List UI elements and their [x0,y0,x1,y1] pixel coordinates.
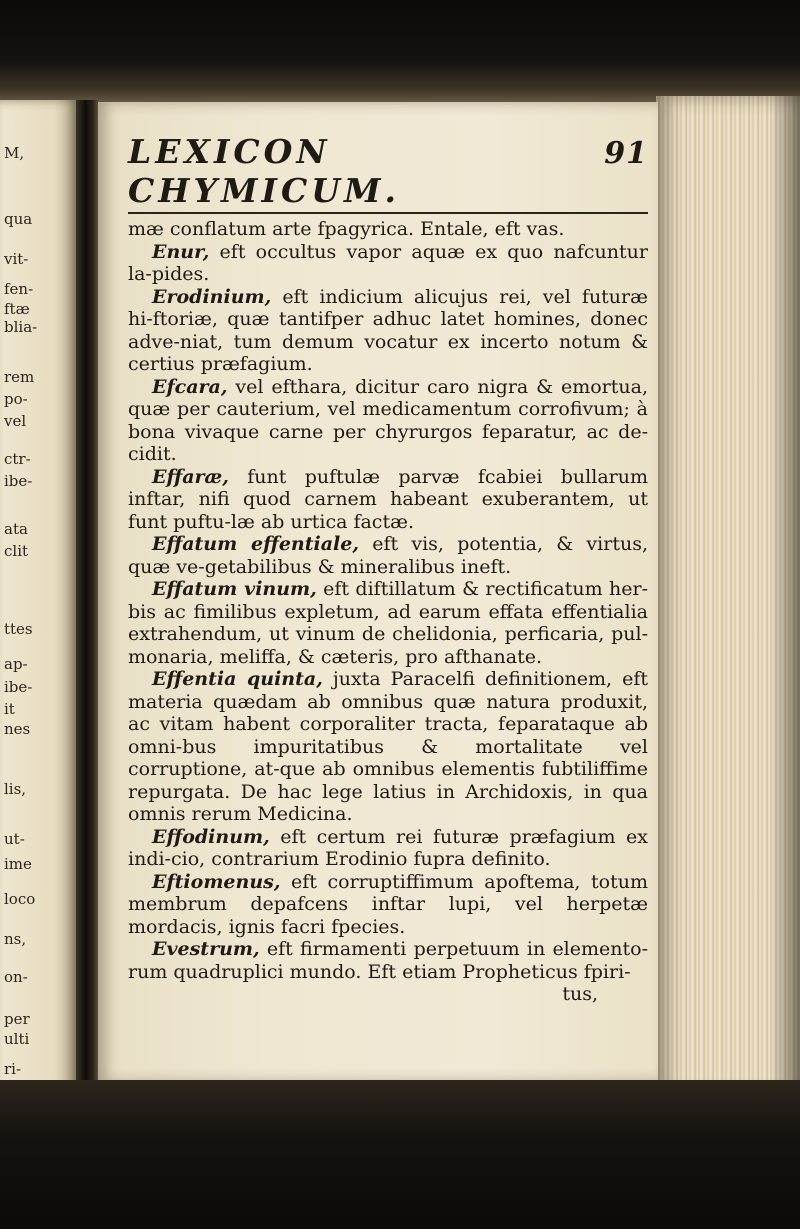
entry-text: eft occultus vapor aquæ ex quo nafcuntur la-pides. [128,240,648,285]
entry-text: eft corruptiffimum apoftema, totum membrum depafcens inftar lupi, vel herpetæ mordacis, ignis facri fpecies. [128,870,648,938]
dictionary-entry [128,533,648,578]
margin-fragment: qua [4,210,33,228]
margin-fragment: rem [4,368,35,386]
margin-fragment: ime [4,855,32,873]
margin-fragment: it [4,700,15,718]
entry-text: eft firmamenti perpetuum in elemento-rum quadruplici mundo. Eft etiam Propheticus fpiri- [128,938,648,983]
dictionary-entry [128,241,648,286]
margin-fragment: ibe- [4,678,33,696]
entry-headword: Effatum effentiale, [152,533,359,555]
margin-fragment: per [4,1010,30,1028]
background-top [0,0,800,110]
entry-text: eft certum rei futuræ præfagium ex indi-cio, contrarium Erodinio fupra definito. [128,825,648,870]
entry-text: eft diftillatum & rectificatum her-bis ac fimilibus expletum, ad earum effata effentialia extrahendum, ut vinum de chelidonia, perficaria, pul-monaria, meliffa, & cæteris, pro afthanate. [128,578,648,668]
margin-fragment: ctr- [4,450,31,468]
entry-headword: Enur, [152,240,210,263]
entry-headword: Eftiomenus, [152,870,281,893]
margin-fragment: fen- [4,280,34,298]
margin-fragment: lis, [4,780,27,798]
dictionary-entry [128,938,648,983]
background-bottom [0,1080,800,1229]
margin-fragment: ns, [4,930,27,948]
entry-text: funt puftulæ parvæ fcabiei bullarum inftar, nifi quod carnem habeant exuberantem, ut funt puftu-læ ab urtica factæ. [128,465,648,533]
margin-fragment: vit- [4,250,29,268]
margin-fragment: loco [4,890,36,908]
entry-headword: Effatum vinum, [152,578,317,600]
entries [128,218,648,983]
margin-fragment: M, [4,144,25,162]
dictionary-entry [128,578,648,668]
running-title: LEXICON CHYMICUM. [128,132,401,210]
entry-headword: Evestrum, [152,938,260,960]
page-text [128,132,648,1005]
entry-headword: Effaræ, [152,465,229,488]
margin-fragment: blia- [4,318,38,336]
dictionary-entry [128,286,648,376]
margin-fragment: ibe- [4,472,33,490]
page-number: 91 [604,136,648,171]
margin-fragment: ut- [4,830,25,848]
entry-text: eft indicium alicujus rei, vel futuræ hi-ftoriæ, quæ tantifper adhuc latet homines, donec adve-niat, tum demum vocatur ex incerto notum & certius præfagium. [128,285,648,375]
dictionary-entry [128,826,648,871]
margin-fragment: ftæ [4,300,30,318]
dictionary-entry [128,668,648,826]
margin-fragment: ttes [4,620,33,638]
entry-headword: Effodinum, [152,825,270,848]
dictionary-entry [128,376,648,466]
entry-text: mæ conflatum arte fpagyrica. Entale, eft vas. [128,218,565,240]
entry-headword: Efcara, [152,375,228,398]
dictionary-entry [128,218,648,241]
dictionary-entry [128,466,648,534]
margin-fragment: vel [4,412,27,430]
margin-fragment: clit [4,542,29,560]
margin-fragment: ulti [4,1030,30,1048]
book-page [98,102,658,1082]
entry-headword: Erodinium, [152,285,272,308]
margin-fragment: ap- [4,655,28,673]
entry-headword: Effentia quinta, [152,668,323,690]
previous-page-edge [0,100,78,1090]
book-gutter [76,100,100,1090]
margin-fragment: ri- [4,1060,22,1078]
margin-fragment: ata [4,520,28,538]
margin-fragment: nes [4,720,31,738]
entry-text: juxta Paracelfi definitionem, eft materia quædam ab omnibus quæ natura produxit, ac vitam habent corporaliter tracta, feparataque ab omni-bus impuritatibus & mortalitate vel corruptione, at-que ab omnibus elementis fubtiliffime repurgata. De hac lege latius in Archidoxis, in qua omnis rerum Medicina. [128,668,648,825]
entry-text: vel efthara, dicitur caro nigra & emortua, quæ per cauterium, vel medicamentum corrofivum; à bona vivaque carne per chyrurgos feparatur, ac de-cidit. [128,375,648,465]
entry-text: eft vis, potentia, & virtus, quæ ve-getabilibus & mineralibus ineft. [128,533,648,578]
margin-fragment: on- [4,968,28,986]
running-header [128,132,648,214]
page-edges [656,96,800,1096]
margin-fragment: po- [4,390,28,408]
catchword: tus, [562,983,598,1005]
dictionary-entry [128,871,648,939]
